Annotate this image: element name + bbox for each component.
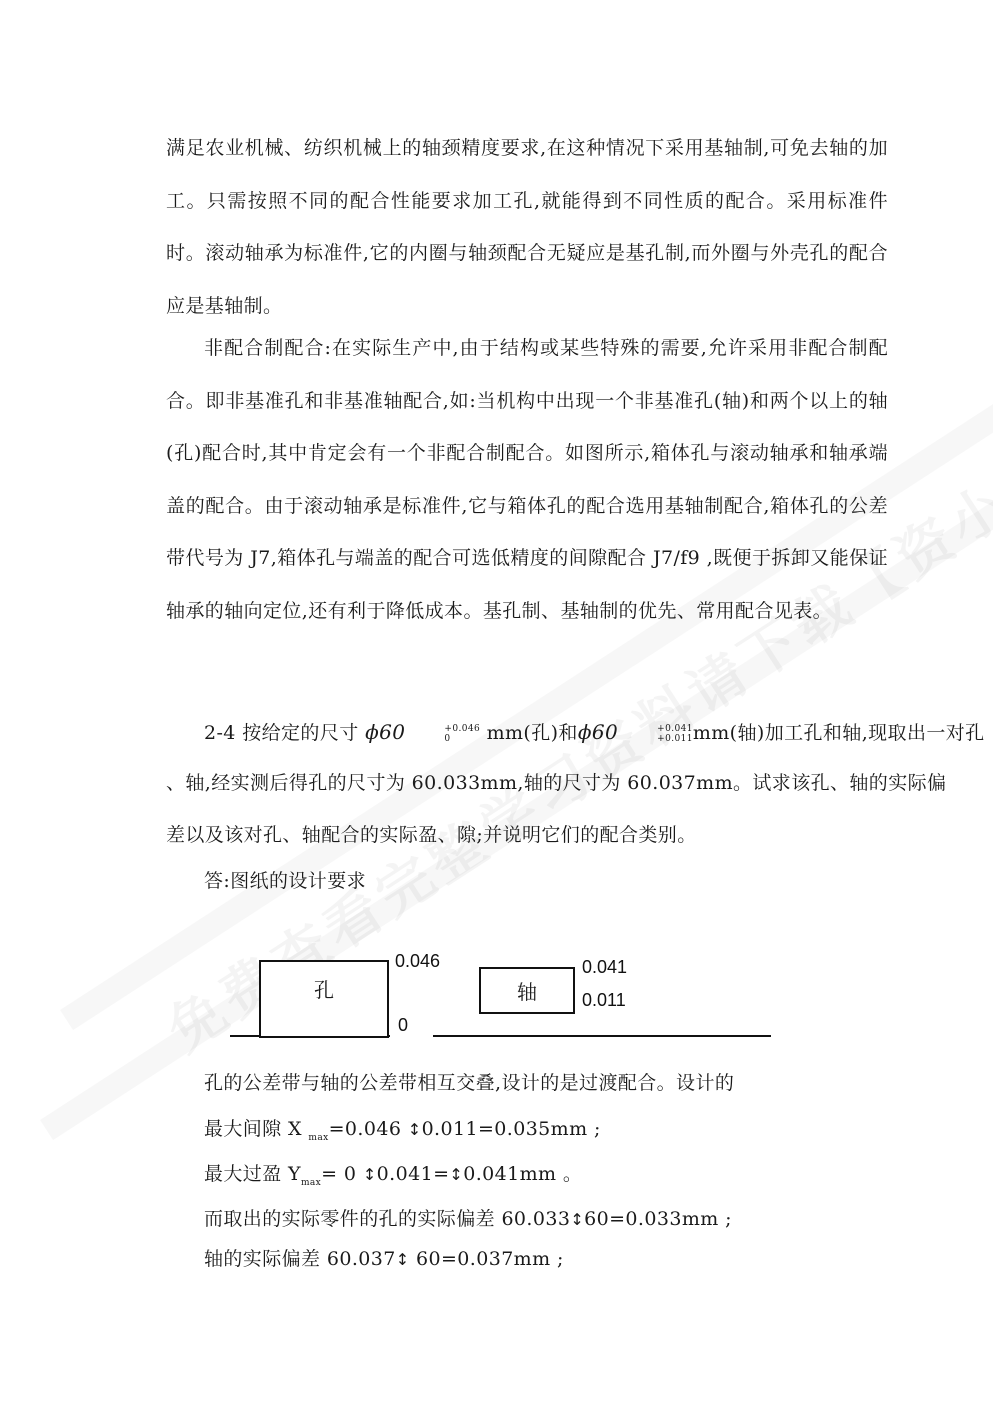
hole-tolerance: +0.046 0 (444, 724, 481, 744)
answer-line-3: 最大过盈 $Y_{max}= 0$ ↕0.041=↕0.041mm 。 (204, 1163, 583, 1188)
hole-tolerance-zone (259, 960, 389, 1038)
hole-suffix: mm(孔)和 (486, 722, 578, 744)
question-line-1 (166, 716, 985, 749)
arrow-icon: ↕ (570, 1210, 585, 1229)
paragraph-1: 满足农业机械、纺织机械上的轴颈精度要求,在这种情况下采用基轴制,可免去轴的加工。只需按照不同的配合性能要求加工孔,就能得到不同性质的配合。采用标准件时。滚动轴承为标准件,它的内圈与轴颈配合无疑应是基孔制,而外圈与外壳孔的配合应是基轴制。 (166, 137, 888, 317)
hole-diameter-symbol: ϕ60 (365, 720, 406, 744)
answer-line-5: 轴的实际偏差 60.037↕ 60=0.037mm ; (204, 1248, 564, 1270)
answer-line-4: 而取出的实际零件的孔的实际偏差 60.033↕60=0.033mm ; (204, 1208, 732, 1230)
shaft-tolerance: +0.041 +0.011 (657, 724, 693, 744)
hole-zone-label: 孔 (314, 977, 334, 1002)
hole-zero-deviation: 0 (398, 1015, 409, 1035)
arrow-icon: ↕ (407, 1120, 422, 1139)
answer-line-2: 最大间隙 X $_{max}$=0.046 ↕0.011=0.035mm ; (204, 1118, 601, 1143)
hole-upper-deviation: 0.046 (395, 951, 441, 971)
shaft-tolerance-zone (479, 967, 575, 1014)
shaft-suffix: mm(轴)加工孔和轴,现取出一对孔 (692, 722, 985, 744)
question-line-2: 、轴,经实测后得孔的尺寸为 60.033mm,轴的尺寸为 60.037mm。试求该孔、轴的实际偏 (166, 772, 947, 794)
answer-intro: 答:图纸的设计要求 (204, 870, 367, 892)
paragraph-2: 非配合制配合:在实际生产中,由于结构或某些特殊的需要,允许采用非配合制配合。即非基准孔和非基准轴配合,如:当机构中出现一个非基准孔(轴)和两个以上的轴(孔)配合时,其中肯定会有一个非配合制配合。如图所示,箱体孔与滚动轴承和轴承端盖的配合。由于滚动轴承是标准件,它与箱体孔的配合选用基轴制配合,箱体孔的公差带代号为 J7,箱体孔与端盖的配合可选低精度的间隙配合 J7/f9 ,既便于拆卸又能保证轴承的轴向定位,还有利于降低成本。基孔制、基轴制的优先、常用配合见表。 (166, 337, 888, 622)
zero-line-right (433, 1035, 771, 1037)
question-line-3: 差以及该对孔、轴配合的实际盈、隙;并说明它们的配合类别。 (166, 824, 697, 846)
shaft-zone-label: 轴 (517, 980, 537, 1004)
arrow-icon: ↕ (362, 1165, 377, 1184)
shaft-diameter-symbol: ϕ60 (577, 720, 619, 744)
shaft-lower-deviation: 0.011 (582, 990, 626, 1010)
question-prefix: 2-4 按给定的尺寸 (204, 722, 359, 744)
arrow-icon: ↕ (449, 1165, 464, 1184)
arrow-icon: ↕ (395, 1250, 410, 1269)
answer-line-1: 孔的公差带与轴的公差带相互交叠,设计的是过渡配合。设计的 (204, 1072, 735, 1094)
shaft-upper-deviation: 0.041 (582, 957, 628, 977)
